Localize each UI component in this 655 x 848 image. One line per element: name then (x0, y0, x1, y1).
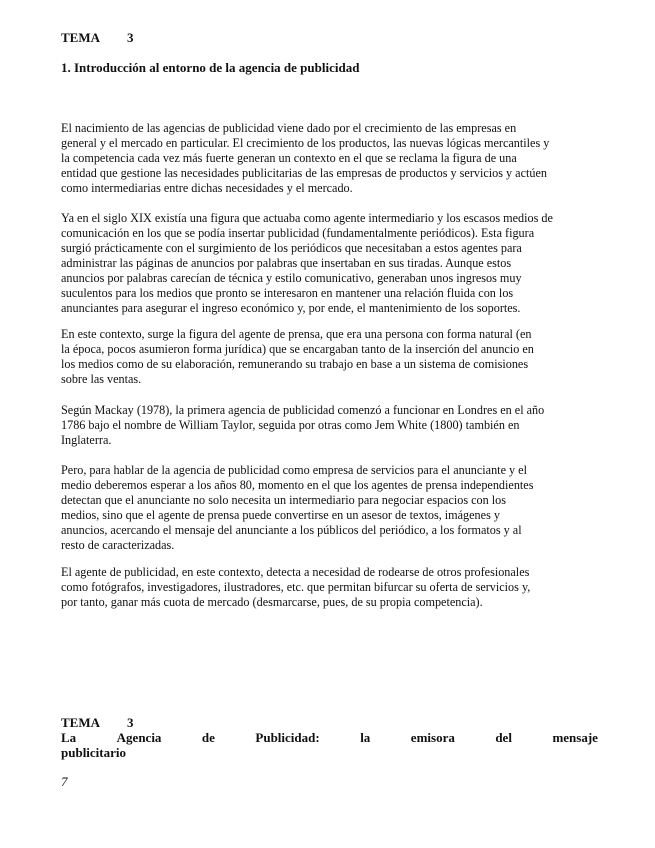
paragraph-line: como intermediarias entre dichas necesidades y el mercado. (61, 181, 353, 195)
paragraph-line: Ya en el siglo XIX existía una figura que actuaba como agente intermediario y los escasos medios de (61, 211, 553, 225)
paragraph-line: Pero, para hablar de la agencia de publicidad como empresa de servicios para el anunciante y el (61, 463, 527, 477)
footer-subtitle-word: La (61, 730, 77, 745)
paragraph-2 (61, 211, 581, 316)
footer-subtitle-last: publicitario (61, 745, 127, 760)
paragraph-line: comunicación en los que se podía insertar publicidad (fundamentalmente periódicos). Esta figura (61, 226, 535, 240)
footer-subtitle-word: emisora (410, 730, 455, 745)
paragraph-line: suculentos para los medios que pronto se interesaron en mantener una relación fluida con los (61, 286, 514, 300)
paragraph-line: la época, pocos asumieron forma jurídica) que se encargaban tanto de la inserción del anuncio en (61, 342, 534, 356)
tema-number: 3 (127, 30, 134, 45)
paragraph-line: medios, sino que el agente de prensa puede convertirse en un asesor de textos, imágenes y (61, 508, 500, 522)
tema-label: TEMA (61, 30, 100, 45)
footer-tema-label: TEMA (61, 715, 100, 730)
tema-header (61, 30, 134, 46)
paragraph-line: El nacimiento de las agencias de publicidad viene dado por el crecimiento de las empresas en (61, 121, 517, 135)
footer-subtitle-word: Agencia (116, 730, 162, 745)
page-footer (61, 715, 598, 760)
paragraph-line: los medios como de su elaboración, remunerando su trabajo en base a un sistema de comisiones (61, 357, 529, 371)
footer-subtitle-word: del (495, 730, 512, 745)
footer-subtitle-word: mensaje (552, 730, 598, 745)
footer-tema (61, 715, 598, 730)
paragraph-line: detectan que el anunciante no solo necesita un intermediario para negociar espacios con los (61, 493, 507, 507)
paragraph-line: anuncios, acercando el mensaje del anunciante a los públicos del periódico, a los formatos y al (61, 523, 522, 537)
paragraph-4 (61, 403, 581, 448)
footer-subtitle-word: Publicidad: (255, 730, 320, 745)
footer-subtitle-word: la (360, 730, 371, 745)
footer-subtitle (61, 730, 598, 745)
page-number: 7 (61, 774, 68, 789)
paragraph-line: anunciantes para asegurar el ingreso económico y, por ende, el mantenimiento de los soportes. (61, 301, 521, 315)
paragraph-line: Inglaterra. (61, 433, 112, 447)
paragraph-line: como fotógrafos, investigadores, ilustradores, etc. que permitan bifurcar su oferta de servicios y, (61, 580, 531, 594)
paragraph-6 (61, 565, 581, 610)
paragraph-line: 1786 bajo el nombre de William Taylor, seguida por otras como Jem White (1800) también en (61, 418, 520, 432)
paragraph-line: surgió prácticamente con el surgimiento de los periódicos que necesitaban a estos agentes para (61, 241, 522, 255)
paragraph-line: entidad que gestione las necesidades publicitarias de las empresas de productos y servicios y actúen (61, 166, 547, 180)
paragraph-line: sobre las ventas. (61, 372, 142, 386)
paragraph-line: la competencia cada vez más fuerte generan un contexto en el que se reclama la figura de una (61, 151, 517, 165)
section-title: 1. Introducción al entorno de la agencia de publicidad (61, 60, 360, 75)
paragraph-line: En este contexto, surge la figura del agente de prensa, que era una persona con forma natural (en (61, 327, 532, 341)
paragraph-5 (61, 463, 581, 553)
paragraph-1 (61, 121, 581, 196)
footer-tema-number: 3 (127, 715, 134, 730)
paragraph-line: El agente de publicidad, en este contexto, detecta a necesidad de rodearse de otros profesionales (61, 565, 530, 579)
footer-subtitle-word: de (201, 730, 215, 745)
paragraph-line: general y el mercado en particular. El crecimiento de los productos, las nuevas lógicas mercantiles y (61, 136, 550, 150)
paragraph-line: por tanto, ganar más cuota de mercado (desmarcarse, pues, de su propia competencia). (61, 595, 483, 609)
paragraph-3 (61, 327, 581, 387)
paragraph-line: anuncios por palabras carecían de técnica y estilo comunicativo, generaban unos ingresos muy (61, 271, 522, 285)
paragraph-line: medio deberemos esperar a los años 80, momento en el que los agentes de prensa independientes (61, 478, 534, 492)
paragraph-line: administrar las páginas de anuncios por palabras que insertaban en sus tiradas. Aunque estos (61, 256, 512, 270)
paragraph-line: Según Mackay (1978), la primera agencia de publicidad comenzó a funcionar en Londres en el año (61, 403, 545, 417)
paragraph-line: resto de caracterizadas. (61, 538, 175, 552)
